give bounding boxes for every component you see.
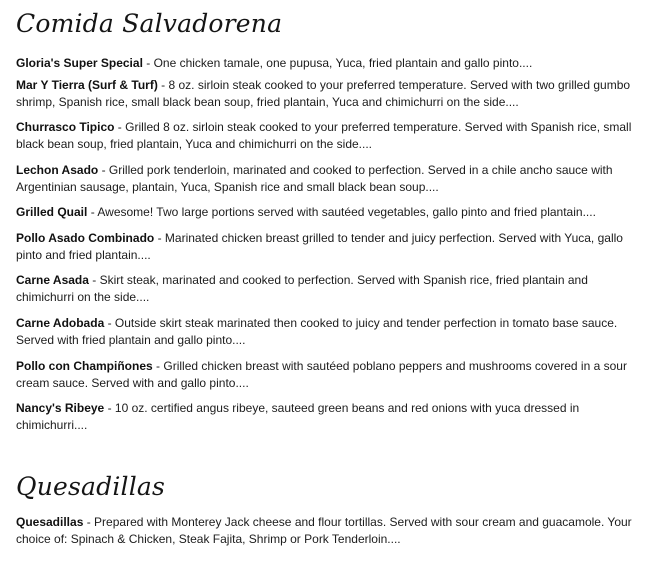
menu-item-separator: - — [87, 205, 98, 219]
menu-item-separator: - — [142, 56, 154, 70]
menu-item-separator: - — [152, 359, 164, 373]
menu-item-name: Quesadillas — [16, 515, 84, 529]
menu-item-description: Outside skirt steak marinated then cooked to juicy and tender perfection in tomato base sauce. Served with fried plantain and gallo pinto.... — [16, 316, 618, 347]
menu-item-name: Gloria's Super Special — [16, 56, 143, 70]
menu-item-description: 10 oz. certified angus ribeye, sauteed green beans and red onions with yuca dressed in chimichurri.... — [16, 401, 580, 432]
menu-item — [16, 315, 636, 349]
menu-item-name: Carne Adobada — [16, 316, 105, 330]
menu-item-description: Skirt steak, marinated and cooked to perfection. Served with Spanish rice, fried plantain and chimichurri on the side.... — [16, 273, 588, 304]
menu-item — [16, 162, 636, 196]
section-title-comida-salvadorena: Comida Salvadorena — [16, 9, 283, 38]
menu-item-name: Pollo con Champiñones — [16, 359, 153, 373]
menu-item — [16, 514, 636, 548]
menu-item-name: Pollo Asado Combinado — [16, 231, 155, 245]
menu-item-separator: - — [154, 231, 165, 245]
menu-item-name: Mar Y Tierra (Surf & Turf) — [16, 78, 158, 92]
menu-item-name: Grilled Quail — [16, 205, 88, 219]
menu-item-name: Churrasco Tipico — [16, 120, 115, 134]
menu-item — [16, 400, 636, 434]
menu-item — [16, 230, 636, 264]
menu-item-description: 8 oz. sirloin steak cooked to your preferred temperature. Served with two grilled gumbo shrimp, Spanish rice, small black bean soup, fried plantain, Yuca and chimichurri on the side.... — [16, 78, 631, 109]
menu-item-description: Marinated chicken breast grilled to tender and juicy perfection. Served with Yuca, gallo pinto and fried plantain.... — [16, 231, 623, 262]
menu-item — [16, 55, 636, 72]
menu-item — [16, 358, 636, 392]
menu-item — [16, 204, 636, 221]
menu-item-separator: - — [157, 78, 169, 92]
menu-item-name: Nancy's Ribeye — [16, 401, 105, 415]
menu-item-separator: - — [83, 515, 95, 529]
menu-item-description: One chicken tamale, one pupusa, Yuca, fried plantain and gallo pinto.... — [153, 56, 533, 70]
menu-item — [16, 77, 636, 111]
menu-item-name: Carne Asada — [16, 273, 89, 287]
menu-item-separator: - — [104, 316, 115, 330]
menu-item-description: Grilled pork tenderloin, marinated and cooked to perfection. Served in a chile ancho sauce with Argentinian sausage, plantain, Yuca, Spanish rice and small black bean soup.... — [16, 163, 613, 194]
menu-item-separator: - — [98, 163, 109, 177]
menu-item-name: Lechon Asado — [16, 163, 99, 177]
menu-item-description: Grilled chicken breast with sautéed poblano peppers and mushrooms covered in a sour cream sauce. Served with and gallo pinto.... — [16, 359, 627, 390]
menu-item — [16, 119, 636, 153]
menu-item — [16, 272, 636, 306]
menu-item-description: Prepared with Monterey Jack cheese and flour tortillas. Served with sour cream and guacamole. Your choice of: Spinach & Chicken, Steak Fajita, Shrimp or Pork Tenderloin.... — [16, 515, 632, 546]
menu-item-separator: - — [88, 273, 100, 287]
section-title-quesadillas: Quesadillas — [16, 472, 166, 501]
menu-item-separator: - — [104, 401, 115, 415]
menu-item-separator: - — [114, 120, 126, 134]
menu-item-description: Grilled 8 oz. sirloin steak cooked to your preferred temperature. Served with Spanish rice, small black bean soup, fried plantain, Yuca and chimichurri on the side.... — [16, 120, 632, 151]
menu-item-description: Awesome! Two large portions served with sautéed vegetables, gallo pinto and fried plantain.... — [97, 205, 596, 219]
